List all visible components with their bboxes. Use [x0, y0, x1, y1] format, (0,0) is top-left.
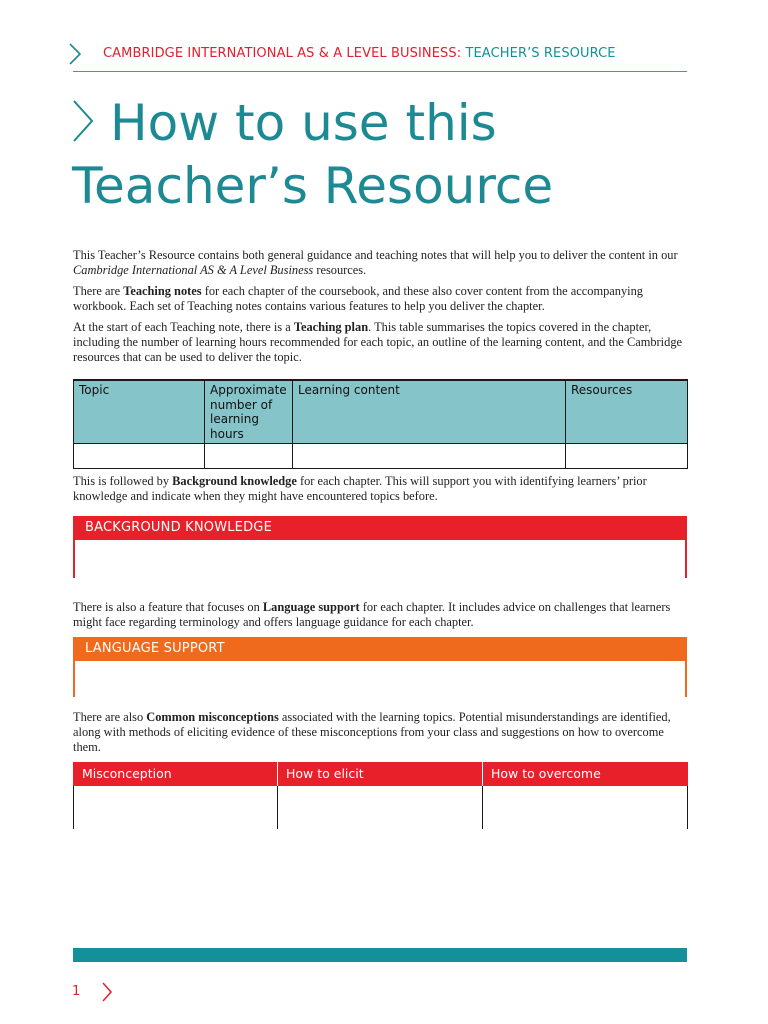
table-row: [74, 786, 688, 829]
header-cell-content: Learning content: [293, 380, 566, 444]
table-cell: [566, 444, 688, 469]
header-cell-overcome: How to overcome: [483, 762, 688, 786]
intro-paragraph-3: At the start of each Teaching note, there is a Teaching plan. This table summarises the topics covered in the chapter, including the number of learning hours recommended for each topic, an outline of the learning content, and the Cambridge resources that can be used to deliver the topic.: [73, 320, 683, 364]
misconceptions-paragraph: There are also Common misconceptions associated with the learning topics. Potential misunderstandings are identified, along with methods of eliciting evidence of these misconceptions from your class and suggestions on how to overcome them.: [73, 710, 671, 754]
footer-bar: [73, 948, 687, 962]
table-header-row: [74, 380, 688, 444]
page-title: [72, 92, 712, 218]
box-title: BACKGROUND KNOWLEDGE: [73, 516, 687, 540]
table-cell: [293, 444, 566, 469]
header-cell-topic: Topic: [74, 380, 205, 444]
header-series: CAMBRIDGE INTERNATIONAL AS & A LEVEL BUSINESS:: [103, 46, 462, 61]
header-cell-misconception: Misconception: [74, 762, 278, 786]
title-line-1: How to use this: [110, 94, 497, 152]
table-header-row: [74, 762, 688, 786]
title-line-2: Teacher’s Resource: [72, 157, 554, 215]
background-knowledge-box: [73, 516, 687, 578]
table-cell: [74, 444, 205, 469]
table-cell: [205, 444, 293, 469]
chevron-right-icon: [101, 982, 113, 1002]
header-cell-resources: Resources: [566, 380, 688, 444]
table-cell: [74, 786, 278, 829]
table-cell: [278, 786, 483, 829]
intro-paragraph-1: This Teacher’s Resource contains both general guidance and teaching notes that will help you to deliver the content in our Cambridge International AS & A Level Business resources.: [73, 248, 678, 277]
box-title: LANGUAGE SUPPORT: [73, 637, 687, 661]
chevron-right-icon: [68, 43, 82, 65]
misconceptions-table: [73, 762, 688, 829]
box-body: [73, 661, 687, 697]
language-paragraph: There is also a feature that focuses on Language support for each chapter. It includes advice on challenges that learners might face regarding terminology and offers language guidance for each chapter.: [73, 600, 671, 629]
table-row: [74, 444, 688, 469]
header-cell-elicit: How to elicit: [278, 762, 483, 786]
box-body: [73, 540, 687, 578]
header-cell-hours: Approximate number of learning hours: [205, 380, 293, 444]
language-support-box: [73, 637, 687, 697]
page-number: 1: [72, 984, 81, 999]
intro-paragraph-2: There are Teaching notes for each chapter of the coursebook, and these also cover content from the accompanying workbook. Each set of Teaching notes contains various features to help you deliver the chapter.: [73, 284, 644, 313]
table-cell: [483, 786, 688, 829]
running-header: [103, 46, 616, 61]
header-resource: TEACHER’S RESOURCE: [465, 46, 616, 61]
background-paragraph: This is followed by Background knowledge for each chapter. This will support you with identifying learners’ prior knowledge and indicate when they might have encountered topics before.: [73, 474, 647, 503]
header-rule: [73, 71, 687, 72]
teaching-plan-table: [73, 379, 688, 469]
